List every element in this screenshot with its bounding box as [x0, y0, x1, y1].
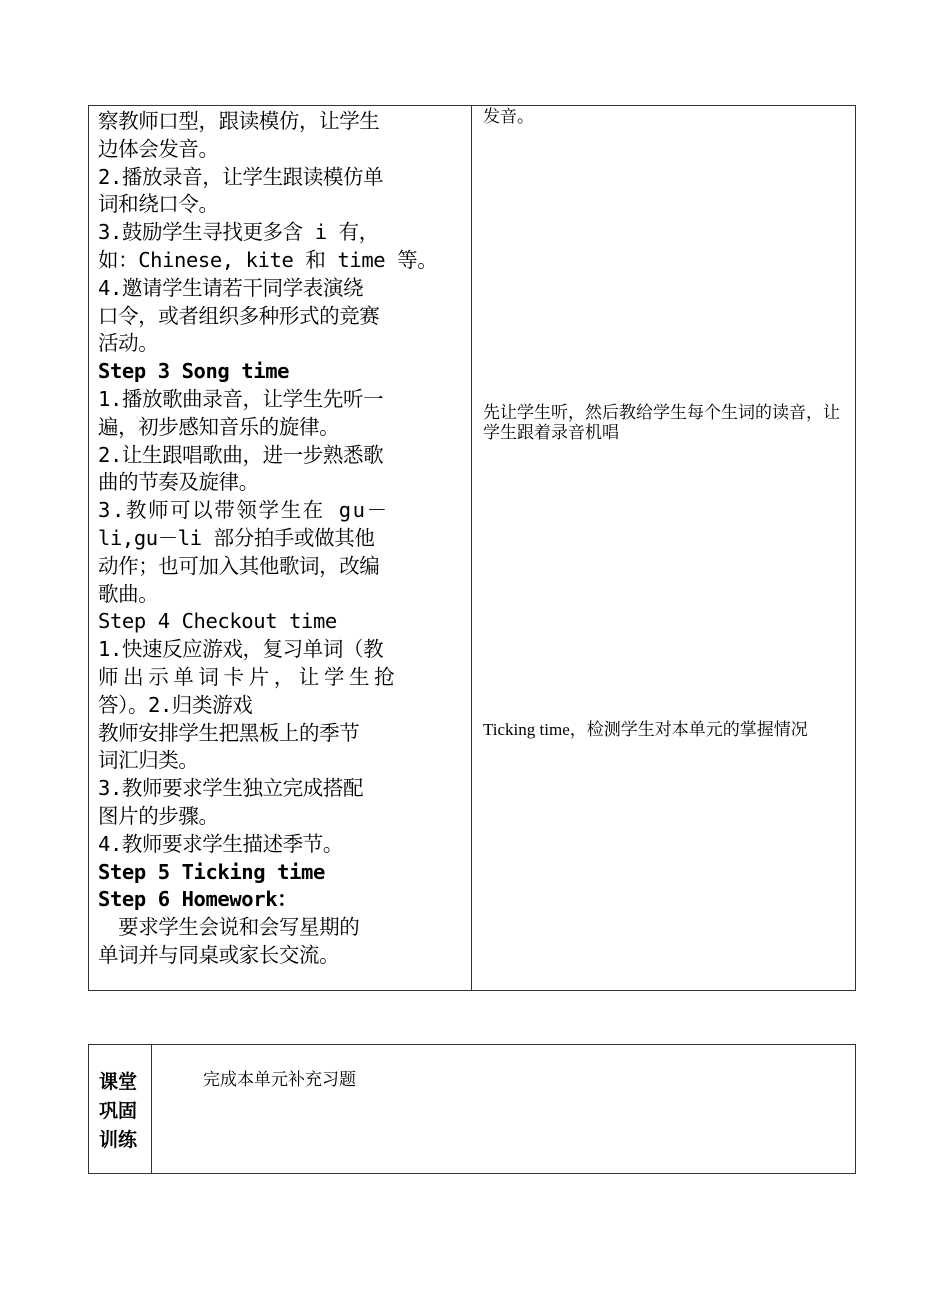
practice-content: 完成本单元补充习题	[203, 1070, 356, 1090]
column-divider	[471, 106, 472, 990]
procedure-line: 3.教师要求学生独立完成搭配	[98, 776, 364, 801]
procedure-line: 4.邀请学生请若干同学表演绕	[98, 275, 364, 300]
procedure-line: 歌曲。	[98, 581, 159, 606]
procedure-line: 2.让生跟唱歌曲，进一步熟悉歌	[98, 442, 384, 467]
step-heading: Step 5 Ticking time	[98, 859, 325, 884]
step-heading: Step 6 Homework：	[98, 887, 298, 912]
procedure-line: 单词并与同桌或家长交流。	[98, 942, 340, 967]
procedure-line: li,gu－li 部分拍手或做其他	[98, 525, 375, 550]
procedure-line: 4.教师要求学生描述季节。	[98, 831, 343, 856]
procedure-line: 词和绕口令。	[98, 192, 219, 217]
design-note-song: 先让学生听，然后教给学生每个生词的读音，让学生跟着录音机唱	[483, 403, 840, 442]
practice-label-line: 训练	[99, 1129, 138, 1151]
procedure-line: 师出示单词卡片，让学生抢	[98, 664, 400, 689]
step-heading: Step 4 Checkout time	[98, 609, 337, 634]
procedure-line: 要求学生会说和会写星期的	[98, 915, 360, 940]
practice-label-line: 巩固	[99, 1100, 138, 1122]
column-divider	[151, 1045, 152, 1173]
procedure-line: 教师安排学生把黑板上的季节	[98, 720, 360, 745]
procedure-line: 答）。2.归类游戏	[98, 692, 253, 717]
procedure-line: 如：Chinese, kite 和 time 等。	[98, 247, 438, 272]
procedure-line: 1.播放歌曲录音，让学生先听一	[98, 386, 384, 411]
procedure-line: 察教师口型，跟读模仿，让学生	[98, 109, 380, 133]
procedure-line: 图片的步骤。	[98, 803, 219, 828]
procedure-line: 曲的节奏及旋律。	[98, 470, 259, 495]
procedure-line: 词汇归类。	[98, 748, 199, 773]
procedure-line: 遍，初步感知音乐的旋律。	[98, 414, 340, 439]
procedure-line: 动作；也可加入其他歌词，改编	[98, 553, 380, 578]
design-note-pronunciation: 发音。	[483, 107, 534, 126]
teaching-procedure-column	[98, 108, 438, 970]
procedure-line: 1.快速反应游戏，复习单词（教	[98, 637, 384, 662]
procedure-line: 活动。	[98, 331, 159, 356]
procedure-line: 边体会发音。	[98, 136, 219, 161]
practice-label-line: 课堂	[99, 1071, 138, 1093]
procedure-line: 3.鼓励学生寻找更多含 i 有，	[98, 220, 379, 245]
design-note-ticking: Ticking time，检测学生对本单元的掌握情况	[483, 720, 808, 739]
procedure-line: 3.教师可以带领学生在 gu－	[98, 498, 389, 523]
practice-table	[88, 1044, 856, 1174]
procedure-line: 口令，或者组织多种形式的竞赛	[98, 303, 380, 328]
lesson-steps-table	[88, 105, 856, 991]
step-heading: Step 3 Song time	[98, 359, 290, 384]
procedure-line: 2.播放录音，让学生跟读模仿单	[98, 164, 384, 189]
practice-label	[99, 1068, 141, 1155]
